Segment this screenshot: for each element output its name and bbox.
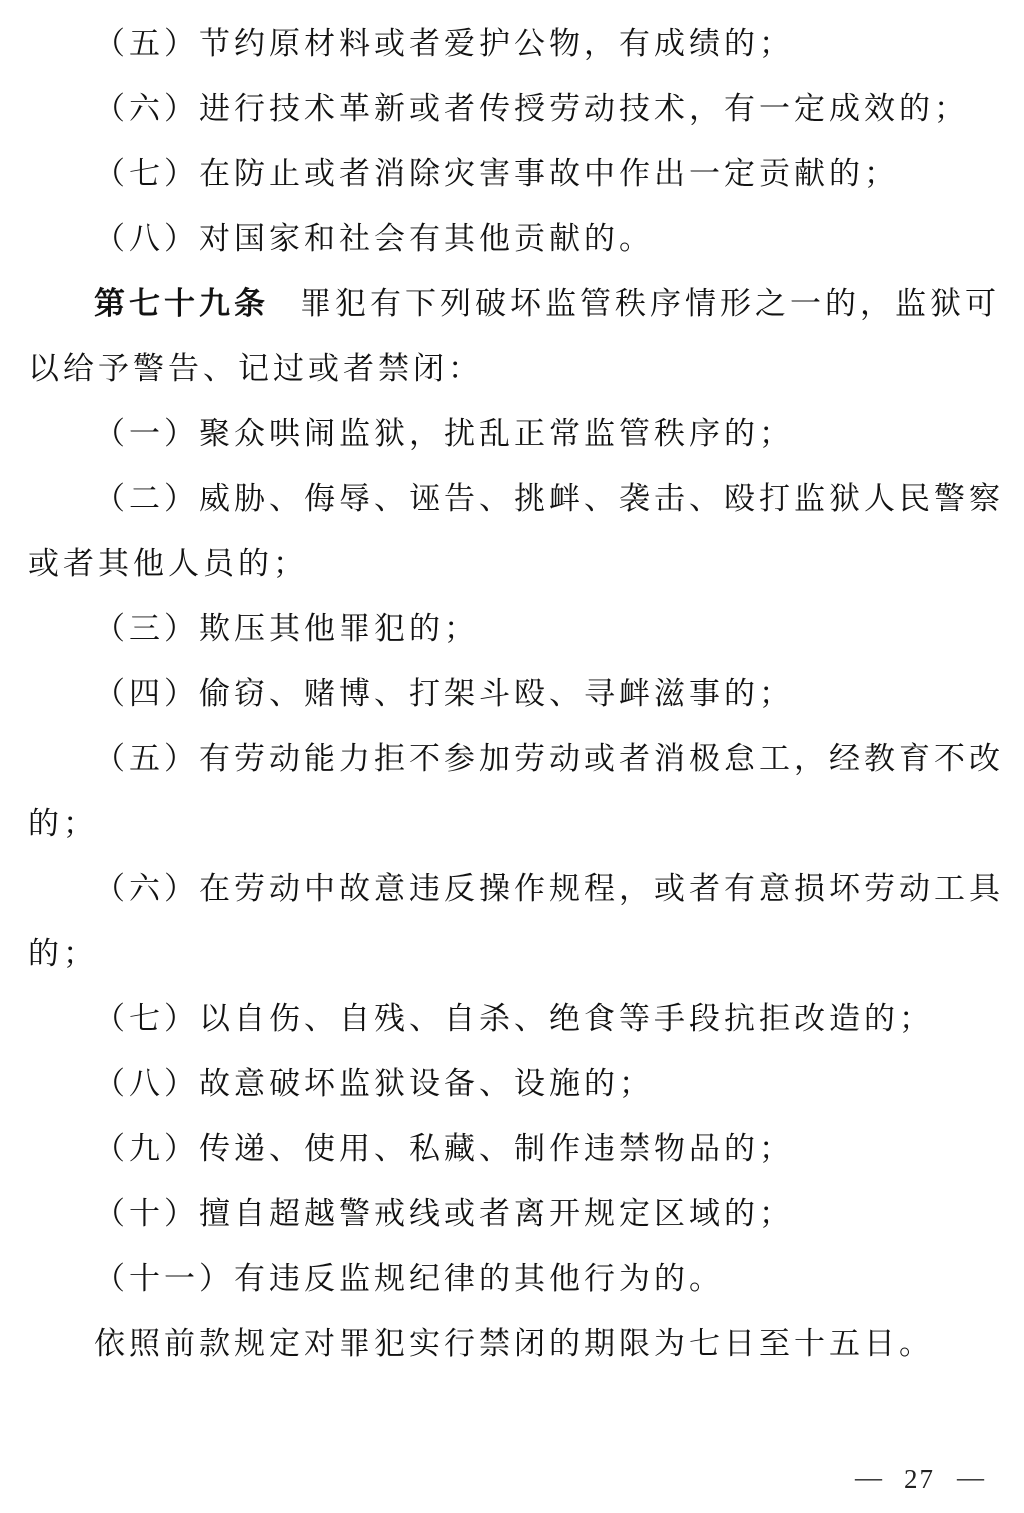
list-item-5: （五）节约原材料或者爱护公物，有成绩的； xyxy=(94,26,794,61)
list-item-9: （九）传递、使用、私藏、制作违禁物品的； xyxy=(94,1131,794,1166)
article-number: 第七十九条 xyxy=(94,286,269,321)
list-item-5b: （五）有劳动能力拒不参加劳动或者消极怠工，经教育不改 xyxy=(94,741,1004,776)
list-item-6b: （六）在劳动中故意违反操作规程，或者有意损坏劳动工具 xyxy=(94,871,1004,906)
footer-dash-left: — xyxy=(855,1462,882,1492)
article-79-heading-line xyxy=(28,271,1000,336)
list-item-6: （六）进行技术革新或者传授劳动技术，有一定成效的； xyxy=(94,91,969,126)
article-body-continuation: 以给予警告、记过或者禁闭： xyxy=(28,351,483,386)
page-footer xyxy=(855,1462,984,1494)
closing-paragraph: 依照前款规定对罪犯实行禁闭的期限为七日至十五日。 xyxy=(94,1326,934,1361)
article-text-block xyxy=(28,11,1004,1376)
footer-dash-right: — xyxy=(957,1462,984,1492)
list-item-5b-continuation: 的； xyxy=(28,806,98,841)
list-item-8: （八）对国家和社会有其他贡献的。 xyxy=(94,221,654,256)
list-item-3: （三）欺压其他罪犯的； xyxy=(94,611,479,646)
list-item-2-continuation: 或者其他人员的； xyxy=(28,546,308,581)
list-item-2: （二）威胁、侮辱、诬告、挑衅、袭击、殴打监狱人民警察 xyxy=(94,481,1004,516)
list-item-6b-continuation: 的； xyxy=(28,936,98,971)
article-body-start: 罪犯有下列破坏监管秩序情形之一的，监狱可 xyxy=(300,286,1000,321)
list-item-11: （十一）有违反监规纪律的其他行为的。 xyxy=(94,1261,724,1296)
page-number: 27 xyxy=(904,1464,935,1494)
list-item-7b: （七）以自伤、自残、自杀、绝食等手段抗拒改造的； xyxy=(94,1001,934,1036)
list-item-1: （一）聚众哄闹监狱，扰乱正常监管秩序的； xyxy=(94,416,794,451)
list-item-10: （十）擅自超越警戒线或者离开规定区域的； xyxy=(94,1196,794,1231)
list-item-8b: （八）故意破坏监狱设备、设施的； xyxy=(94,1066,654,1101)
list-item-7: （七）在防止或者消除灾害事故中作出一定贡献的； xyxy=(94,156,899,191)
list-item-4: （四）偷窃、赌博、打架斗殴、寻衅滋事的； xyxy=(94,676,794,711)
